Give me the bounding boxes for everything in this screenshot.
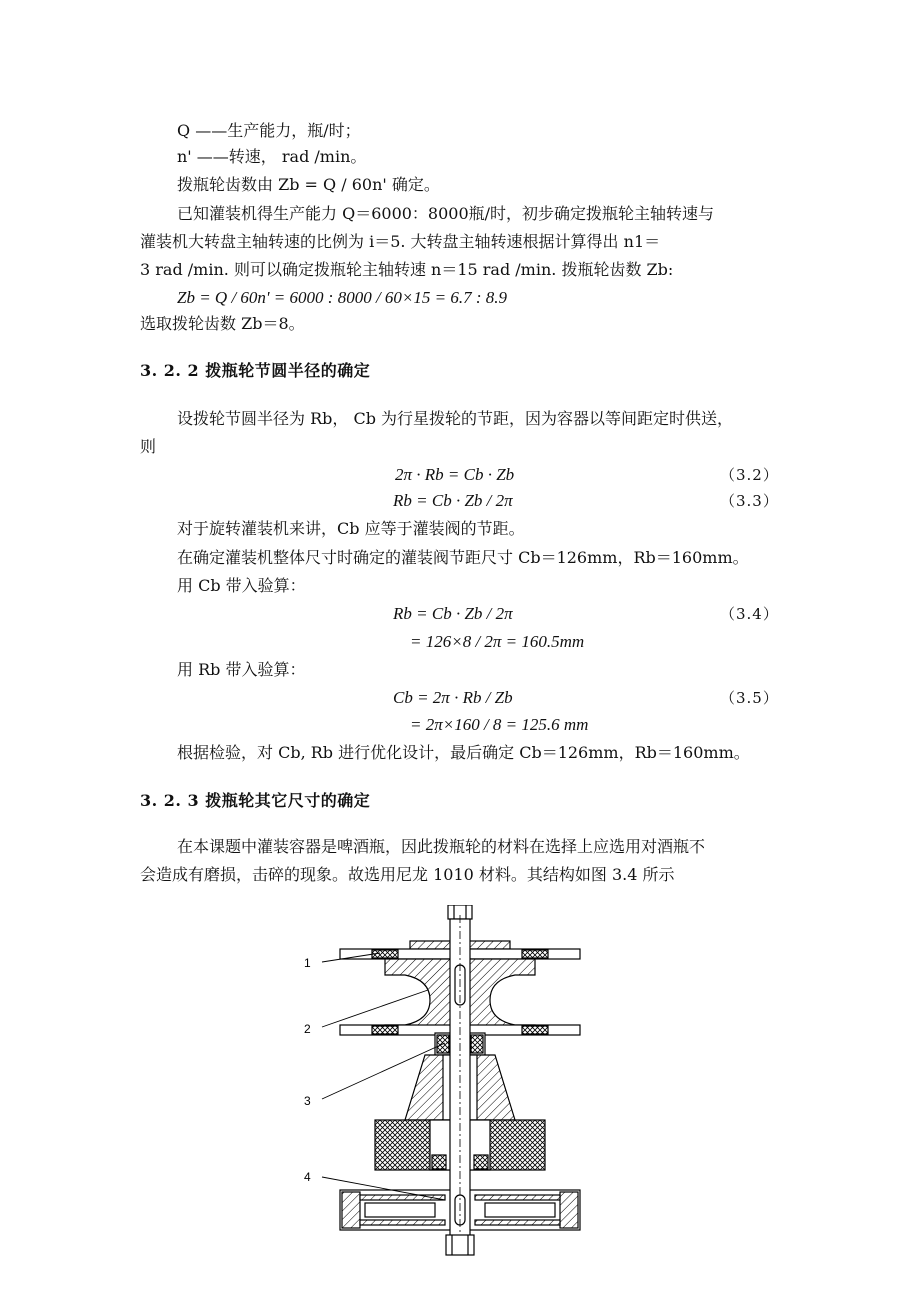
paragraph-line: 对于旋转灌装机来讲，Cb 应等于灌装阀的节距。 [177,519,525,538]
teeth-calculation: Zb = Q / 60n' = 6000 : 8000 / 60×15 = 6.7 : 8.9 [177,288,508,307]
equation-3-4: Rb = Cb · Zb / 2π [393,604,513,623]
callout-2: 2 [304,1022,311,1036]
callout-4: 4 [304,1170,311,1184]
paragraph-line: 在本课题中灌装容器是啤酒瓶，因此拨瓶轮的材料在选择上应选用对酒瓶不 [177,837,706,856]
section-heading-3-2-3: 3. 2. 3 拨瓶轮其它尺寸的确定 [140,791,371,810]
paragraph-line: 根据检验，对 Cb, Rb 进行优化设计，最后确定 Cb＝126mm，Rb＝160mm。 [177,743,750,762]
paragraph-line: 已知灌装机得生产能力 Q＝6000：8000瓶/时，初步确定拨瓶轮主轴转速与 [177,204,715,223]
callout-1: 1 [304,956,311,970]
equation-number-3-3: （3.3） [720,492,779,510]
equation-3-5: Cb = 2π · Rb / Zb [393,688,513,707]
equation-number-3-5: （3.5） [720,689,779,707]
paragraph-line: 3 rad /min. 则可以确定拨瓶轮主轴转速 n＝15 rad /min. 拨瓶轮齿数 Zb: [140,260,674,279]
teeth-selection: 选取拨轮齿数 Zb＝8。 [140,314,305,333]
paragraph-line: 灌装机大转盘主轴转速的比例为 i＝5. 大转盘主轴转速根据计算得出 n1＝ [140,232,661,251]
equation-3-2: 2π · Rb = Cb · Zb [395,465,515,484]
bottle-dial-assembly-drawing [300,905,620,1265]
definition-n: n' ——转速， rad /min。 [177,147,367,166]
equation-3-5-result: = 2π×160 / 8 = 125.6 mm [410,715,589,734]
callout-3: 3 [304,1094,311,1108]
teeth-formula-intro: 拨瓶轮齿数由 Zb = Q / 60n' 确定。 [177,175,440,194]
paragraph-line: 用 Rb 带入验算： [177,660,306,679]
equation-3-3: Rb = Cb · Zb / 2π [393,491,513,510]
paragraph-line: 会造成有磨损，击碎的现象。故选用尼龙 1010 材料。其结构如图 3.4 所示 [140,865,675,884]
paragraph-line: 在确定灌装机整体尺寸时确定的灌装阀节距尺寸 Cb＝126mm，Rb＝160mm。 [177,548,749,567]
equation-number-3-2: （3.2） [720,466,779,484]
equation-3-4-result: = 126×8 / 2π = 160.5mm [410,632,585,651]
equation-number-3-4: （3.4） [720,605,779,623]
paragraph-line: 用 Cb 带入验算： [177,576,306,595]
paragraph-line: 则 [140,437,157,456]
definition-q: Q ——生产能力，瓶/时； [177,121,361,140]
paragraph-line: 设拨轮节圆半径为 Rb， Cb 为行星拨轮的节距，因为容器以等间距定时供送， [177,409,734,428]
section-heading-3-2-2: 3. 2. 2 拨瓶轮节圆半径的确定 [140,361,371,380]
